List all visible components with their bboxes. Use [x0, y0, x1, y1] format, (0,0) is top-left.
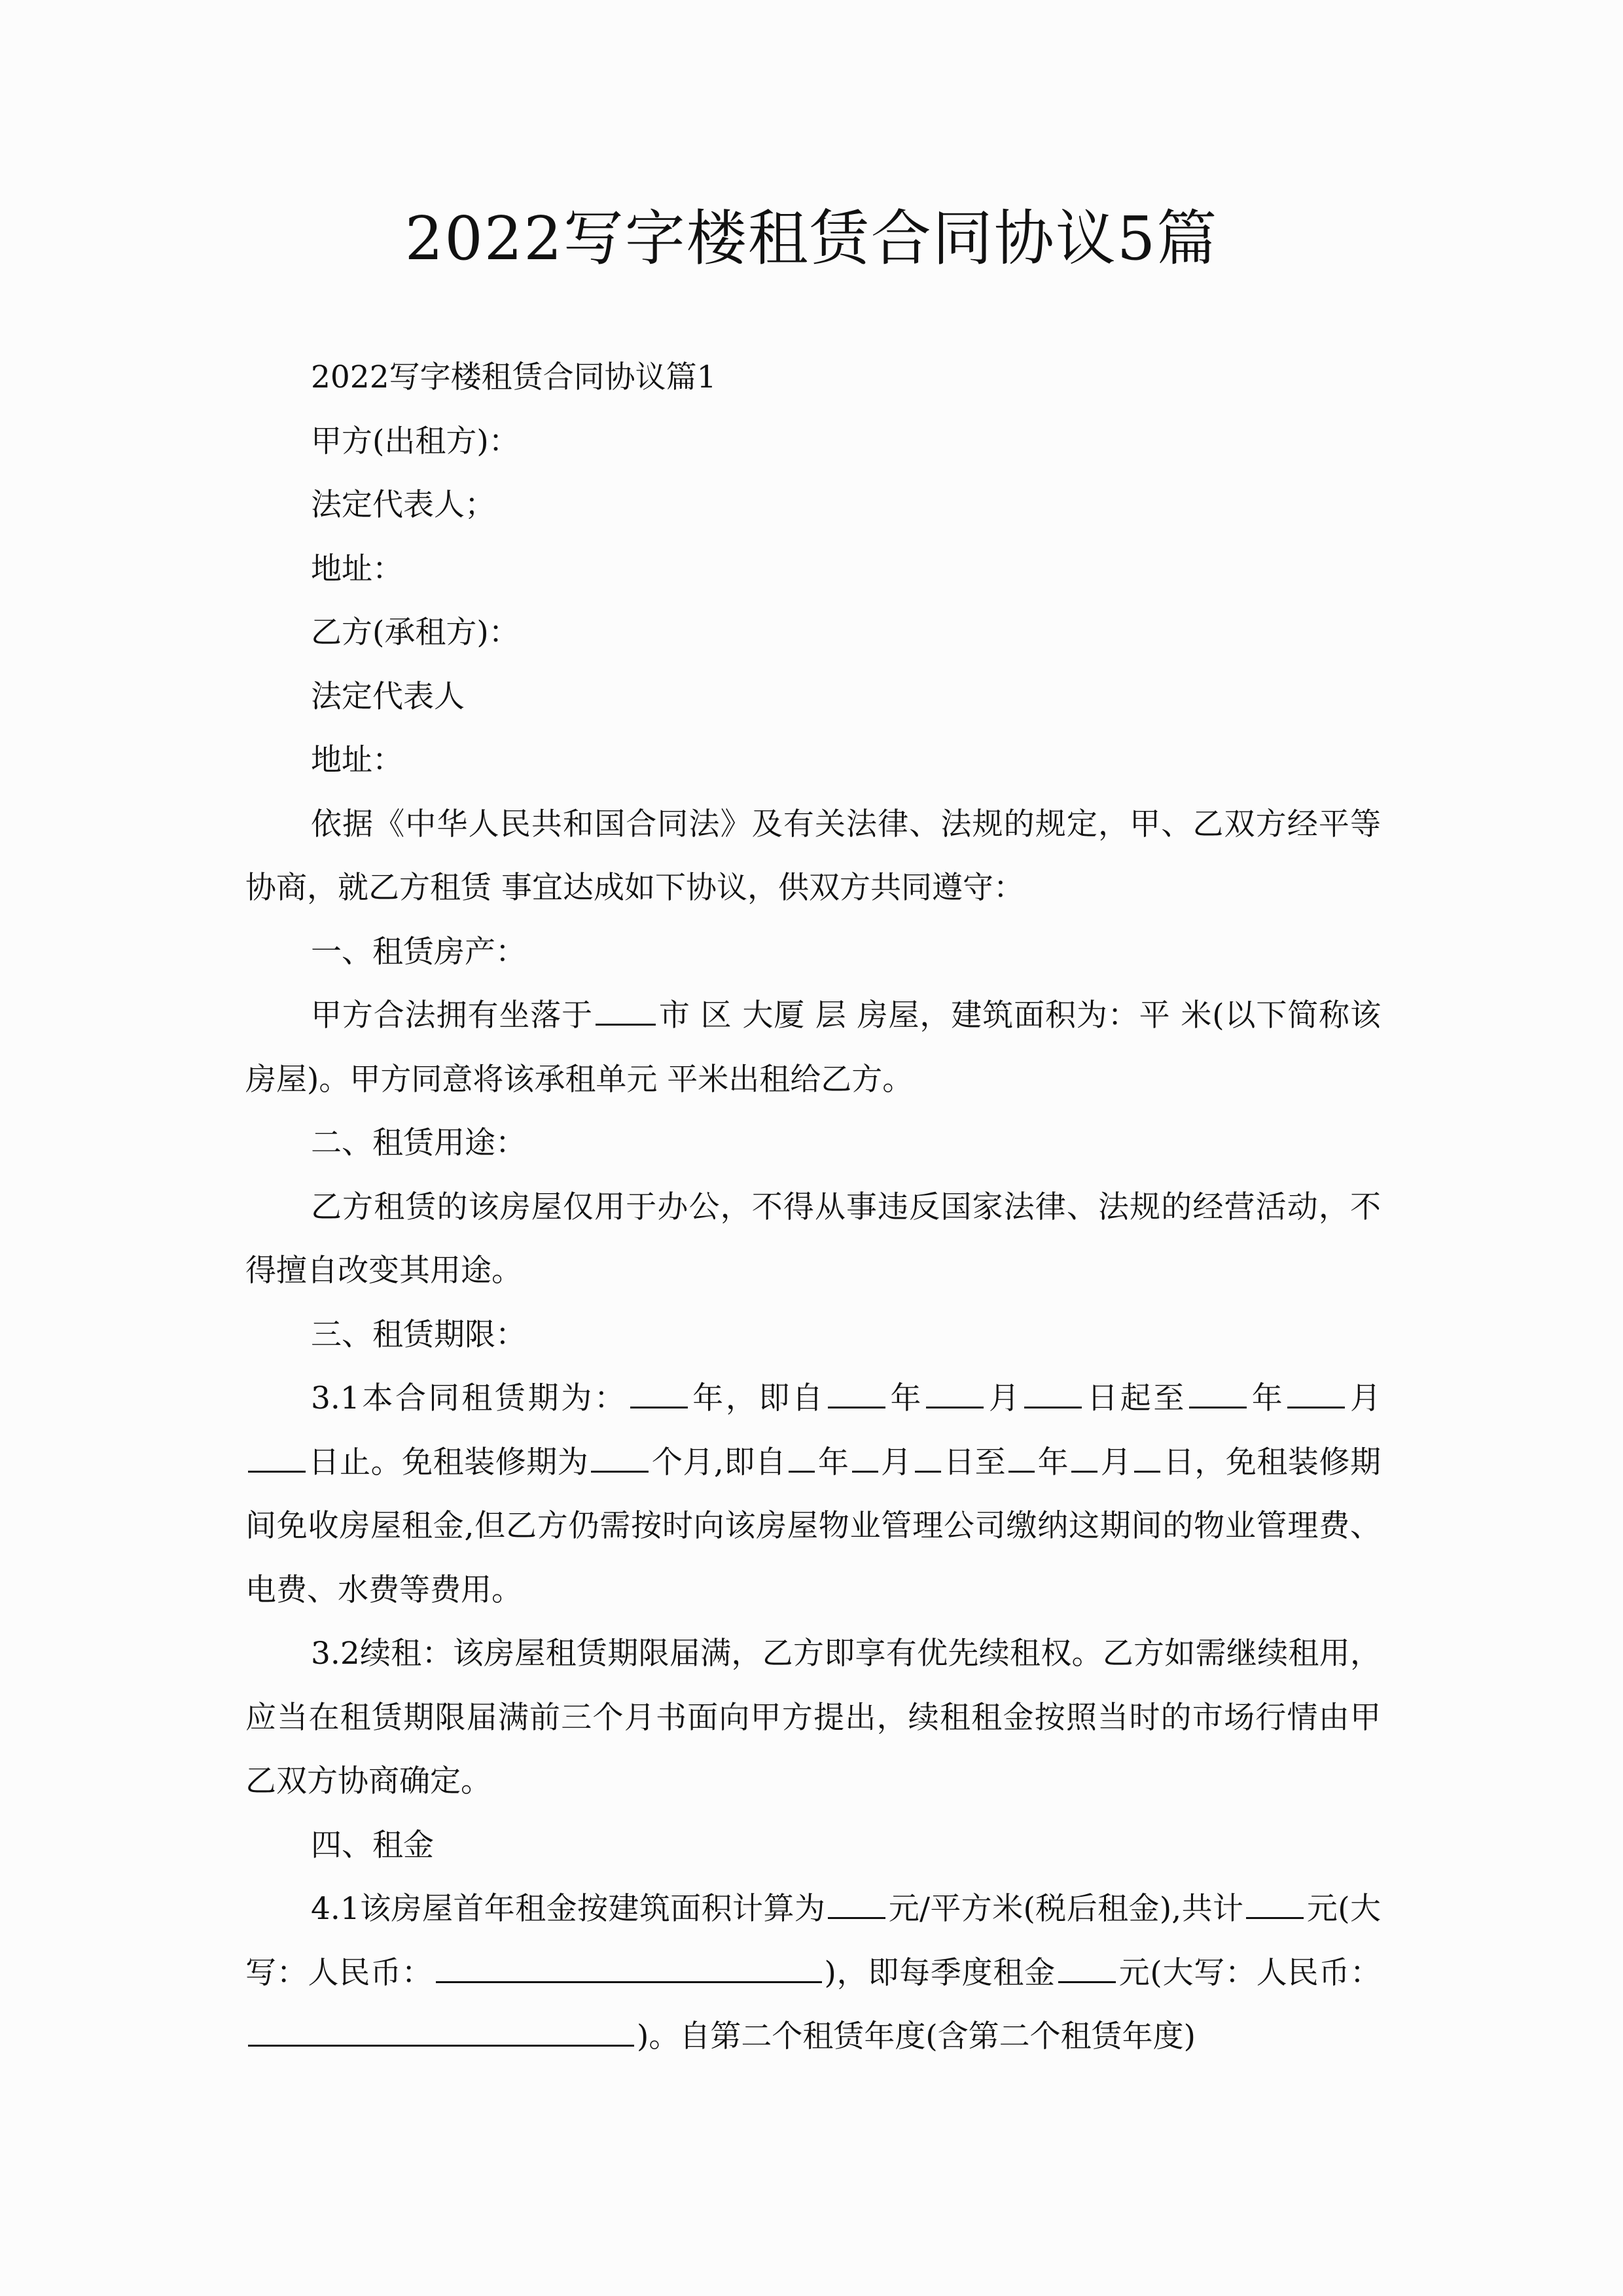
clause-1-text-a: 甲方合法拥有坐落于: [311, 997, 593, 1033]
party-b-label: 乙方(承租方)：: [311, 615, 520, 651]
clause-2-heading: 二、租赁用途：: [311, 1125, 526, 1161]
party-a-representative: 法定代表人；: [311, 487, 495, 523]
text-run: 元/平方米(税后租金),共计: [888, 1891, 1244, 1927]
clause-3-2-text: 3.2续租：该房屋租赁期限届满，乙方即享有优先续租权。乙方如需继续租用，应当在租赁期限届满前三个月书面向甲方提出，续租租金按照当时的市场行情由甲乙双方协商确定。: [245, 1636, 1381, 1799]
document-body: [245, 346, 1381, 2069]
clause-2-text: 乙方租赁的该房屋仅用于办公，不得从事违反国家法律、法规的经营活动，不得擅自改变其用途。: [245, 1189, 1381, 1289]
blank-field: [915, 1442, 941, 1473]
blank-field: [248, 1442, 306, 1473]
text-run: 个月,即自: [651, 1444, 787, 1480]
text-run: 日止。免租装修期为: [308, 1444, 589, 1480]
document-title: 2022写字楼租赁合同协议5篇: [404, 204, 1219, 274]
blank-field: [828, 1888, 885, 1919]
blank-field: [1134, 1442, 1160, 1473]
clause-1-text-b: 市 区 大厦 层 房屋，建筑面积为：平 米(以下简称该房屋)。甲方同意将该承租单元 平米出租给乙方。: [245, 997, 1381, 1098]
text-run: 年: [1037, 1444, 1069, 1480]
text-run: 日，免租装修期间免收房屋租金,但乙方仍需按时向该房屋物业管理公司缴纳这期间的物业管理费、电费、水费等费用。: [245, 1444, 1381, 1608]
text-run: 月: [986, 1380, 1022, 1416]
blank-field: [1071, 1442, 1097, 1473]
blank-field: [630, 1378, 688, 1408]
clause-1-heading: 一、租赁房产：: [311, 933, 526, 970]
section-heading: 2022写字楼租赁合同协议篇1: [311, 359, 717, 395]
blank-field: [596, 995, 656, 1026]
text-run: 3.1本合同租赁期为：: [311, 1380, 628, 1416]
blank-field: [789, 1442, 815, 1473]
clause-3-heading: 三、租赁期限：: [311, 1316, 526, 1353]
text-run: 日起至: [1084, 1380, 1187, 1416]
clause-4-heading: 四、租金: [311, 1827, 434, 1863]
text-run: 元(大写：人民币：: [245, 1891, 1381, 1991]
blank-field: [1246, 1888, 1304, 1919]
text-run: 月: [1347, 1380, 1382, 1416]
preamble-paragraph: 依据《中华人民共和国合同法》及有关法律、法规的规定，甲、乙双方经平等协商，就乙方租赁 事宜达成如下协议，供双方共同遵守：: [245, 806, 1381, 906]
blank-field: [926, 1378, 984, 1408]
text-run: )。自第二个租赁年度(含第二个租赁年度): [637, 2018, 1196, 2054]
text-run: 年: [817, 1444, 849, 1480]
blank-field: [1008, 1442, 1035, 1473]
blank-field: [1287, 1378, 1345, 1408]
blank-field: [852, 1442, 878, 1473]
text-run: 年: [887, 1380, 924, 1416]
party-b-address: 地址：: [311, 742, 403, 778]
blank-field: [591, 1442, 649, 1473]
text-run: 日至: [943, 1444, 1007, 1480]
party-b-representative: 法定代表人: [311, 678, 465, 715]
party-a-label: 甲方(出租方)：: [311, 423, 520, 459]
blank-field: [1024, 1378, 1082, 1408]
text-run: 月: [1100, 1444, 1132, 1480]
text-run: 元(大写：人民币：: [1118, 1954, 1382, 1991]
text-run: 4.1该房屋首年租金按建筑面积计算为: [311, 1891, 826, 1927]
blank-field: [1058, 1952, 1116, 1983]
text-run: 年，即自: [690, 1380, 825, 1416]
clause-1-text: [245, 984, 1381, 1111]
text-run: 年: [1249, 1380, 1285, 1416]
party-a-address: 地址：: [311, 550, 403, 587]
text-run: 月: [880, 1444, 912, 1480]
blank-field: [1189, 1378, 1247, 1408]
clause-3-1-text: [245, 1367, 1381, 1622]
clause-4-1-text: [245, 1877, 1381, 2069]
blank-field: [436, 1952, 822, 1983]
text-run: )，即每季度租金: [824, 1954, 1056, 1991]
blank-field: [828, 1378, 885, 1408]
blank-field: [248, 2016, 634, 2047]
